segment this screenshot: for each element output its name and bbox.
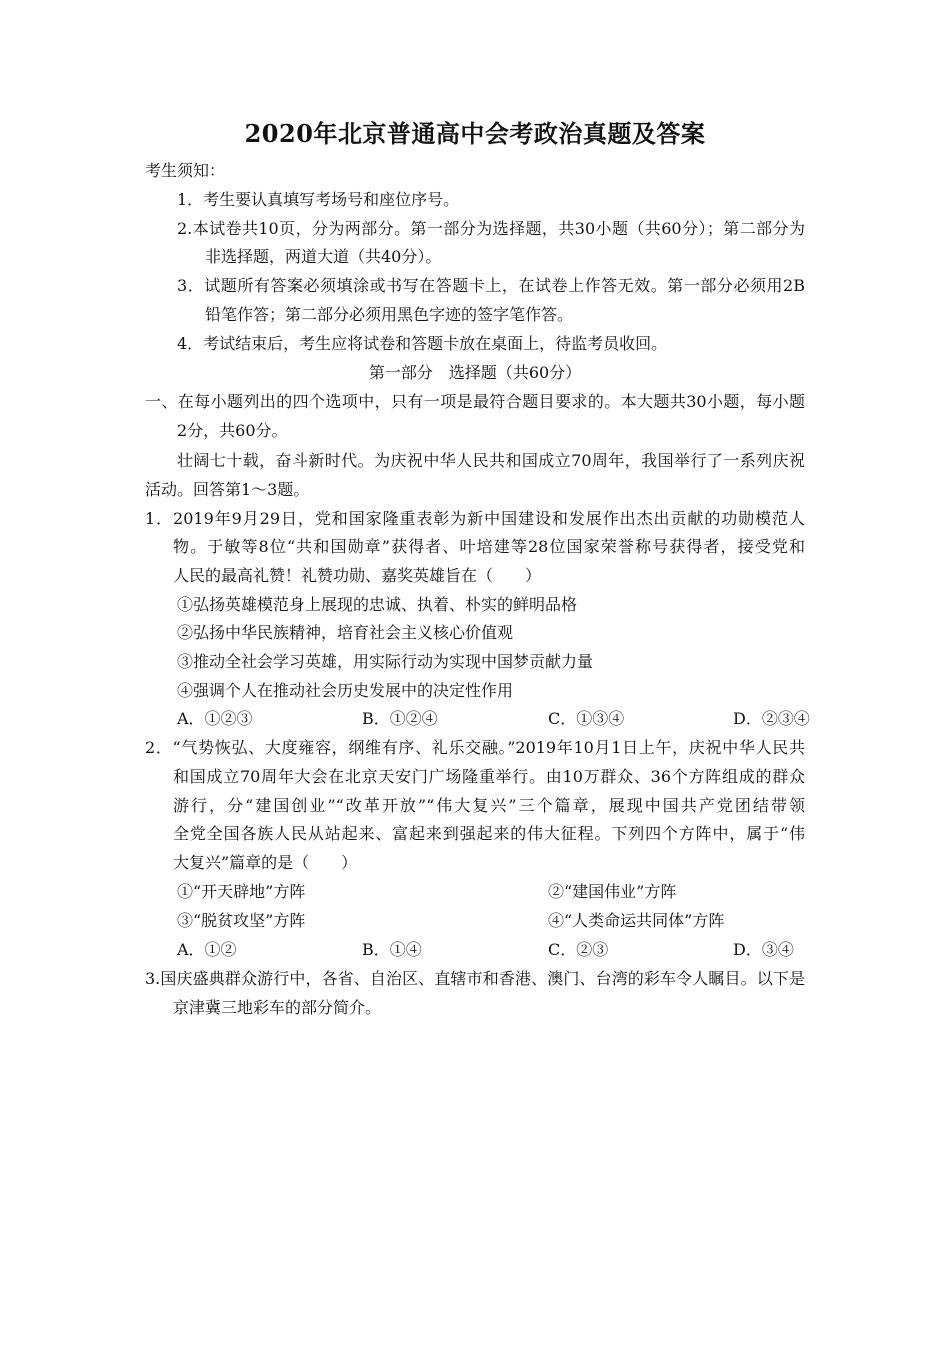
notice-item-3: 3．试题所有答案必须填涂或书写在答题卡上，在试卷上作答无效。第一部分必须用2B xyxy=(177,276,805,295)
q1-option-b: B．①②④ xyxy=(362,709,438,728)
q2-option-b: B．①④ xyxy=(362,940,422,959)
part1-heading: 第一部分 选择题（共60分） xyxy=(368,363,582,382)
q2-stem-line-1: 2．“气势恢弘、大度雍容，纲维有序、礼乐交融。”2019年10月1日上午，庆祝中华人民共 xyxy=(145,738,805,757)
notice-item-3-cont: 铅笔作答；第二部分必须用黑色字迹的签字笔作答。 xyxy=(205,305,574,324)
q1-statement-3: ③推动全社会学习英雄，用实际行动为实现中国梦贡献力量 xyxy=(177,652,594,671)
q1-option-d: D．②③④ xyxy=(733,709,810,728)
q2-statement-3: ③“脱贫攻坚”方阵 xyxy=(177,911,306,930)
q2-stem-line-4: 全党全国各族人民从站起来、富起来到强起来的伟大征程。下列四个方阵中，属于“伟 xyxy=(173,824,805,843)
q2-statement-2: ②“建国伟业”方阵 xyxy=(548,882,677,901)
notice-item-4: 4．考试结束后，考生应将试卷和答题卡放在桌面上，待监考员收回。 xyxy=(177,334,668,353)
q3-stem-line-2: 京津冀三地彩车的部分简介。 xyxy=(173,998,382,1017)
page-title: 2020年北京普通高中会考政治真题及答案 xyxy=(244,119,706,148)
part1-instruction-cont: 2分，共60分。 xyxy=(177,421,288,440)
q2-stem-line-2: 和国成立70周年大会在北京天安门广场隆重举行。由10万群众、36个方阵组成的群众 xyxy=(173,767,805,786)
q1-statement-2: ②弘扬中华民族精神，培育社会主义核心价值观 xyxy=(177,623,514,642)
q3-stem-line-1: 3.国庆盛典群众游行中，各省、自治区、直辖市和香港、澳门、台湾的彩车令人瞩目。以下是 xyxy=(145,969,805,988)
q1-statement-1: ①弘扬英雄模范身上展现的忠诚、执着、朴实的鲜明品格 xyxy=(177,595,578,614)
notice-item-2-cont: 非选择题，两道大道（共40分）。 xyxy=(205,247,442,266)
notice-item-2: 2.本试卷共10页，分为两部分。第一部分为选择题，共30小题（共60分）；第二部分为 xyxy=(177,219,805,238)
part1-intro-cont: 活动。回答第1～3题。 xyxy=(145,480,310,499)
notice-heading: 考生须知： xyxy=(145,161,226,180)
q2-statement-4: ④“人类命运共同体”方阵 xyxy=(548,911,725,930)
q2-stem-line-5: 大复兴”篇章的是（ ） xyxy=(173,853,358,872)
q1-stem-line-3: 人民的最高礼赞！礼赞功勋、嘉奖英雄旨在（ ） xyxy=(173,566,542,585)
q2-stem-line-3: 游行，分“建国创业”“改革开放”“伟大复兴”三个篇章，展现中国共产党团结带领 xyxy=(173,796,805,815)
q1-stem-line-2: 物。于敏等8位“共和国勋章”获得者、叶培建等28位国家荣誉称号获得者，接受党和 xyxy=(173,537,805,556)
q2-option-d: D．③④ xyxy=(733,940,794,959)
part1-intro: 壮阔七十载，奋斗新时代。为庆祝中华人民共和国成立70周年，我国举行了一系列庆祝 xyxy=(177,451,805,470)
notice-item-1: 1．考生要认真填写考场号和座位序号。 xyxy=(177,190,460,209)
q2-option-a: A．①② xyxy=(177,940,237,959)
q1-option-c: C．①③④ xyxy=(548,709,625,728)
q1-stem-line-1: 1．2019年9月29日，党和国家隆重表彰为新中国建设和发展作出杰出贡献的功勋模范人 xyxy=(145,509,805,528)
part1-instruction: 一、在每小题列出的四个选项中，只有一项是最符合题目要求的。本大题共30小题，每小题 xyxy=(145,392,805,411)
q2-option-c: C．②③ xyxy=(548,940,609,959)
q1-statement-4: ④强调个人在推动社会历史发展中的决定性作用 xyxy=(177,681,514,700)
q1-option-a: A．①②③ xyxy=(177,709,253,728)
q2-statement-1: ①“开天辟地”方阵 xyxy=(177,882,306,901)
